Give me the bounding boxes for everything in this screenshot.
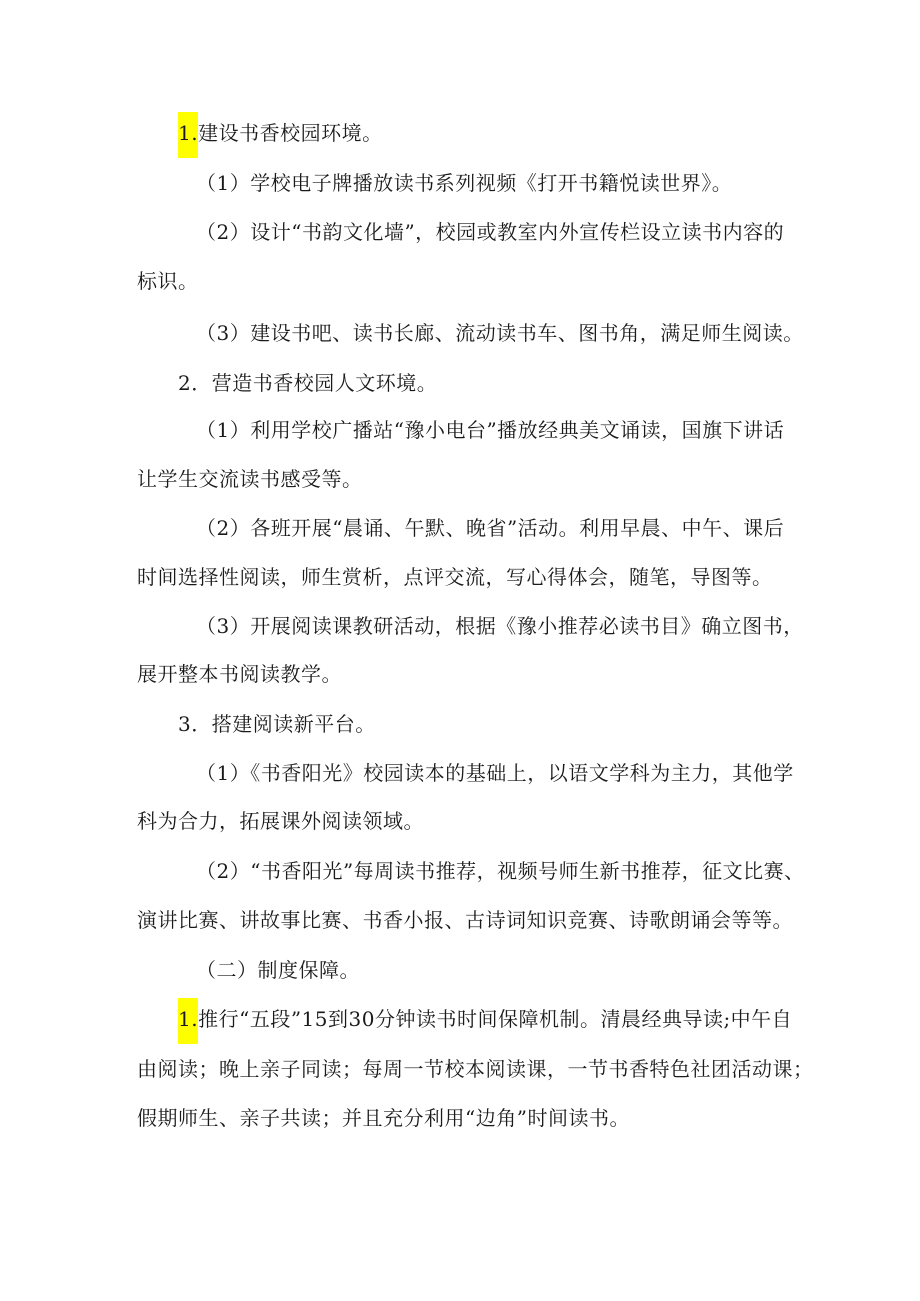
paragraph-line: 让学生交流读书感受等。: [137, 467, 363, 491]
paragraph-line: （3）建设书吧、读书长廊、流动读书车、图书角，满足师生阅读。: [196, 321, 804, 345]
heading-1: [178, 118, 383, 158]
paragraph-line: （2）各班开展“晨诵、午默、晚省”活动。利用早晨、中午、课后: [196, 516, 785, 540]
paragraph-line: （1）利用学校广播站“豫小电台”播放经典美文诵读，国旗下讲话: [196, 418, 785, 442]
paragraph-line: （2）设计“书韵文化墙”，校园或教室内外宣传栏设立读书内容的: [196, 220, 785, 244]
heading-2: 2．营造书香校园人文环境。: [178, 371, 438, 395]
section-heading: （二）制度保障。: [196, 958, 360, 982]
paragraph-line: 由阅读；晚上亲子同读；每周一节校本阅读课，一节书香特色社团活动课；: [137, 1057, 814, 1081]
heading-1-second: [178, 1004, 792, 1044]
highlighted-number: 1.: [178, 112, 198, 158]
heading-text: 建设书香校园环境。: [198, 121, 383, 145]
paragraph-line: 标识。: [137, 269, 199, 293]
paragraph-line: （3）开展阅读课教研活动，根据《豫小推荐必读书目》确立图书，: [196, 614, 804, 638]
heading-text: 推行“五段”15到30分钟读书时间保障机制。清晨经典导读;中午自: [198, 1007, 793, 1031]
paragraph-line: （1）学校电子牌播放读书系列视频《打开书籍悦读世界》。: [196, 171, 733, 195]
paragraph-line: 科为合力，拓展课外阅读领域。: [137, 809, 424, 833]
paragraph-line: （1）《书香阳光》校园读本的基础上，以语文学科为主力，其他学: [196, 761, 794, 785]
heading-3: 3．搭建阅读新平台。: [178, 712, 376, 736]
paragraph-line: （2）“书香阳光”每周读书推荐，视频号师生新书推荐，征文比赛、: [196, 859, 805, 883]
paragraph-line: 展开整本书阅读教学。: [137, 662, 342, 686]
paragraph-line: 假期师生、亲子共读；并且充分利用“边角”时间读书。: [137, 1106, 630, 1130]
paragraph-line: 时间选择性阅读，师生赏析，点评交流，写心得体会，随笔，导图等。: [137, 565, 773, 589]
paragraph-line: 演讲比赛、讲故事比赛、书香小报、古诗词知识竞赛、诗歌朗诵会等等。: [137, 908, 793, 932]
highlighted-number: 1.: [178, 998, 198, 1044]
